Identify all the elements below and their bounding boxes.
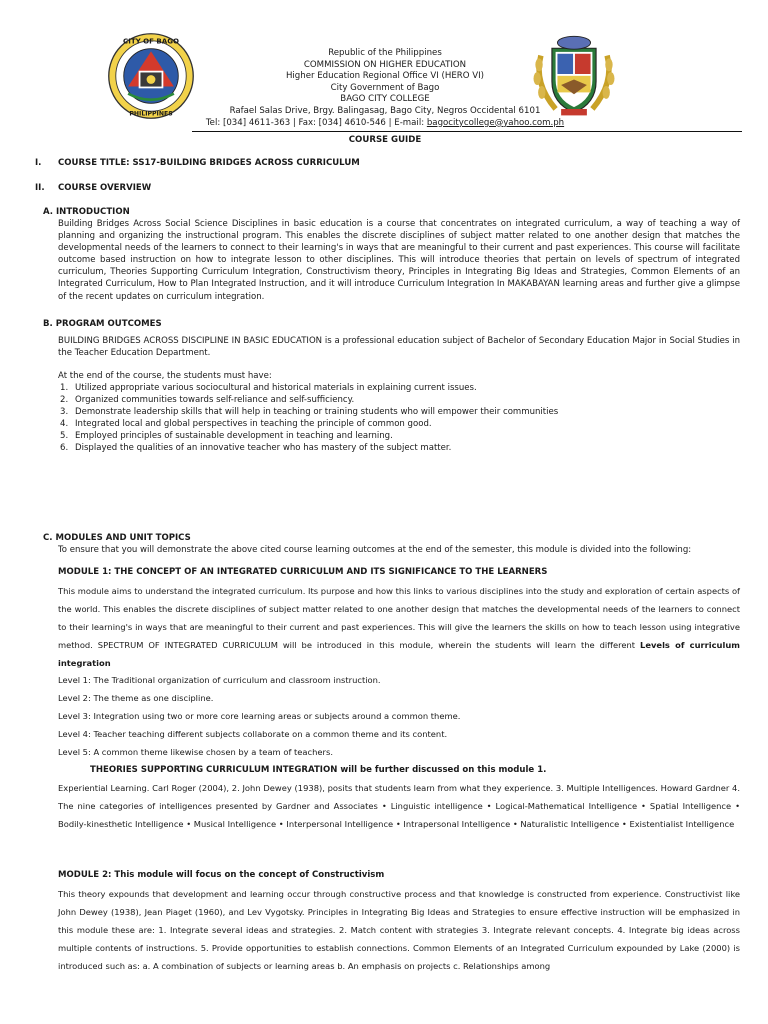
introduction-text: Building Bridges Across Social Science Disciplines in basic education is a course that concentrates on integrated curriculum, a way of teaching a way of planning and organizing the instructional program. This enables the discrete disciplines of subject matter related to one another design that matches the developmental needs of the learners to connect to their learning's in ways that are meaningful to their current and past experiences. This course will facilitate outcome based instruction on how to integrate lesson to other disciplines. This will introduce theories that pertain on levels of spectrum of integrated curriculum, Theories Supporting Curriculum Integration, Constructivism theory, Principles in Integrating Big Ideas and Strategies, Common Elements of an Integrated Curriculum, How to Plan Integrated Instruction, and it will introduce Curriculum Integration In MAKABAYAN learning areas and further give a glimpse of the recent updates on curriculum integration. (58, 219, 740, 302)
list-item: Level 1: The Traditional organization of curriculum and classroom instruction. (58, 675, 381, 685)
list-item (58, 406, 738, 418)
list-text: Organized communities towards self-reliance and self-sufficiency. (75, 395, 355, 406)
list-item: Level 3: Integration using two or more core learning areas or subjects around a common theme. (58, 711, 461, 721)
list-number: 3. (60, 407, 69, 418)
header-contact (155, 118, 615, 130)
outcomes-intro: At the end of the course, the students must have: (58, 371, 272, 381)
list-item (58, 442, 738, 454)
list-number: 6. (60, 443, 69, 454)
header-address: Rafael Salas Drive, Brgy. Balingasag, Bago City, Negros Occidental 6101 (229, 106, 541, 116)
header-republic: Republic of the Philippines (328, 48, 442, 58)
module-2-title: MODULE 2: This module will focus on the concept of Constructivism (58, 870, 385, 880)
section-1-number: I. (35, 158, 42, 168)
theories-heading: THEORIES SUPPORTING CURRICULUM INTEGRATION will be further discussed on this module 1. (90, 765, 547, 775)
levels-list (58, 671, 460, 761)
module-1-body: This module aims to understand the integrated curriculum. Its purpose and how this links to various disciplines into the study and exploration of certain aspects of the world. This enables the discrete disciplines of subject matter related to one another design that matches the developmental needs of the learners to connect to their learning's in ways that are meaningful to their current and past experiences. This will give the learners the skills on how to teach lesson using integrative method. SPECTRUM OF INTEGRATED CURRICULUM will be introduced in this module, wherein the students will learn the different (58, 586, 740, 651)
list-item: Level 2: The theme as one discipline. (58, 693, 214, 703)
list-item: Level 5: A common theme likewise chosen by a team of teachers. (58, 747, 333, 757)
section-2-title: COURSE OVERVIEW (58, 183, 152, 193)
header-commission: COMMISSION ON HIGHER EDUCATION (303, 59, 467, 70)
header-contact-text: Tel: [034] 4611-363 | Fax: [034] 4610-546 | E-mail: (205, 117, 427, 128)
list-text: Displayed the qualities of an innovative teacher who has mastery of the subject matter. (75, 443, 452, 454)
modules-heading: C. MODULES AND UNIT TOPICS (43, 533, 191, 543)
svg-text:PHILIPPINES: PHILIPPINES (129, 110, 173, 118)
module-2-text: This theory expounds that development and learning occur through constructive process and that knowledge is constructed from experience. Constructivist like John Dewey (1938), Jean Piaget (1960), and Lev Vygotsky. Principles in Integrating Big Ideas and Strategies to ensure effective instruction will be emphasized in this module these are: 1. Integrate several ideas and strategies. 2. Match content with strategies 3. Integrate relevant concepts. 4. Integrate big ideas across multiple contents of instructions. 5. Provide opportunities to establish connections. Common Elements of an Integrated Curriculum expounded by Lake (2000) is introduced such as: a. A combination of subjects or learning areas b. An emphasis on projects c. Relationships among (58, 889, 740, 972)
theories-text: Experiential Learning. Carl Roger (2004), 2. John Dewey (1938), posits that students learn from what they experience. 3. Multiple Intelligences. Howard Gardner 4. The nine categories of intelligences presented by Gardner and Associates • Linguistic intelligence • Logical-Mathematical Intelligence • Spatial Intelligence • Bodily-kinesthetic Intelligence • Musical Intelligence • Interpersonal Intelligence • Intrapersonal Intelligence • Naturalistic Intelligence • Existentialist Intelligence (58, 783, 740, 830)
module-1-text (58, 582, 740, 672)
list-number: 4. (60, 419, 69, 430)
section-1-title: COURSE TITLE: SS17-BUILDING BRIDGES ACROSS CURRICULUM (58, 158, 360, 168)
module-1-title: MODULE 1: THE CONCEPT OF AN INTEGRATED CURRICULUM AND ITS SIGNIFICANCE TO THE LEARNERS (58, 567, 548, 577)
modules-intro: To ensure that you will demonstrate the above cited course learning outcomes at the end of the semester, this module is divided into the following: (58, 545, 692, 555)
program-outcomes-text: BUILDING BRIDGES ACROSS DISCIPLINE IN BASIC EDUCATION is a professional education subject of Bachelor of Secondary Education Major in Social Studies in the Teacher Education Department. (58, 336, 740, 359)
list-number: 2. (60, 395, 69, 406)
header-college-name: BAGO CITY COLLEGE (340, 94, 430, 105)
list-item (58, 394, 738, 406)
section-2-number: II. (35, 183, 45, 193)
list-item (58, 418, 738, 430)
list-item: Level 4: Teacher teaching different subjects collaborate on a common theme and its content. (58, 729, 448, 739)
list-text: Utilized appropriate various sociocultural and historical materials in explaining current issues. (75, 383, 477, 393)
course-guide-title: COURSE GUIDE (348, 135, 422, 145)
list-text: Employed principles of sustainable development in teaching and learning. (75, 431, 393, 442)
header-city-government: City Government of Bago (330, 82, 440, 93)
list-item (58, 382, 738, 394)
list-number: 1. (60, 383, 69, 393)
introduction-heading: A. INTRODUCTION (43, 207, 130, 217)
program-outcomes-heading: B. PROGRAM OUTCOMES (43, 319, 162, 329)
email-link[interactable]: bagocitycollege@yahoo.com.ph (426, 117, 565, 128)
header-regional-office: Higher Education Regional Office VI (HERO VI) (285, 71, 485, 82)
list-text: Integrated local and global perspectives in teaching the principle of common good. (75, 419, 432, 430)
svg-text:CITY OF BAGO: CITY OF BAGO (123, 36, 179, 46)
levels-heading: Levels of curriculum integration (58, 640, 740, 669)
list-text: Demonstrate leadership skills that will help in teaching or training students who will empower their communities (75, 407, 559, 418)
header-divider (192, 131, 742, 132)
list-number: 5. (60, 431, 69, 442)
outcomes-list (58, 382, 738, 455)
list-item (58, 430, 738, 442)
